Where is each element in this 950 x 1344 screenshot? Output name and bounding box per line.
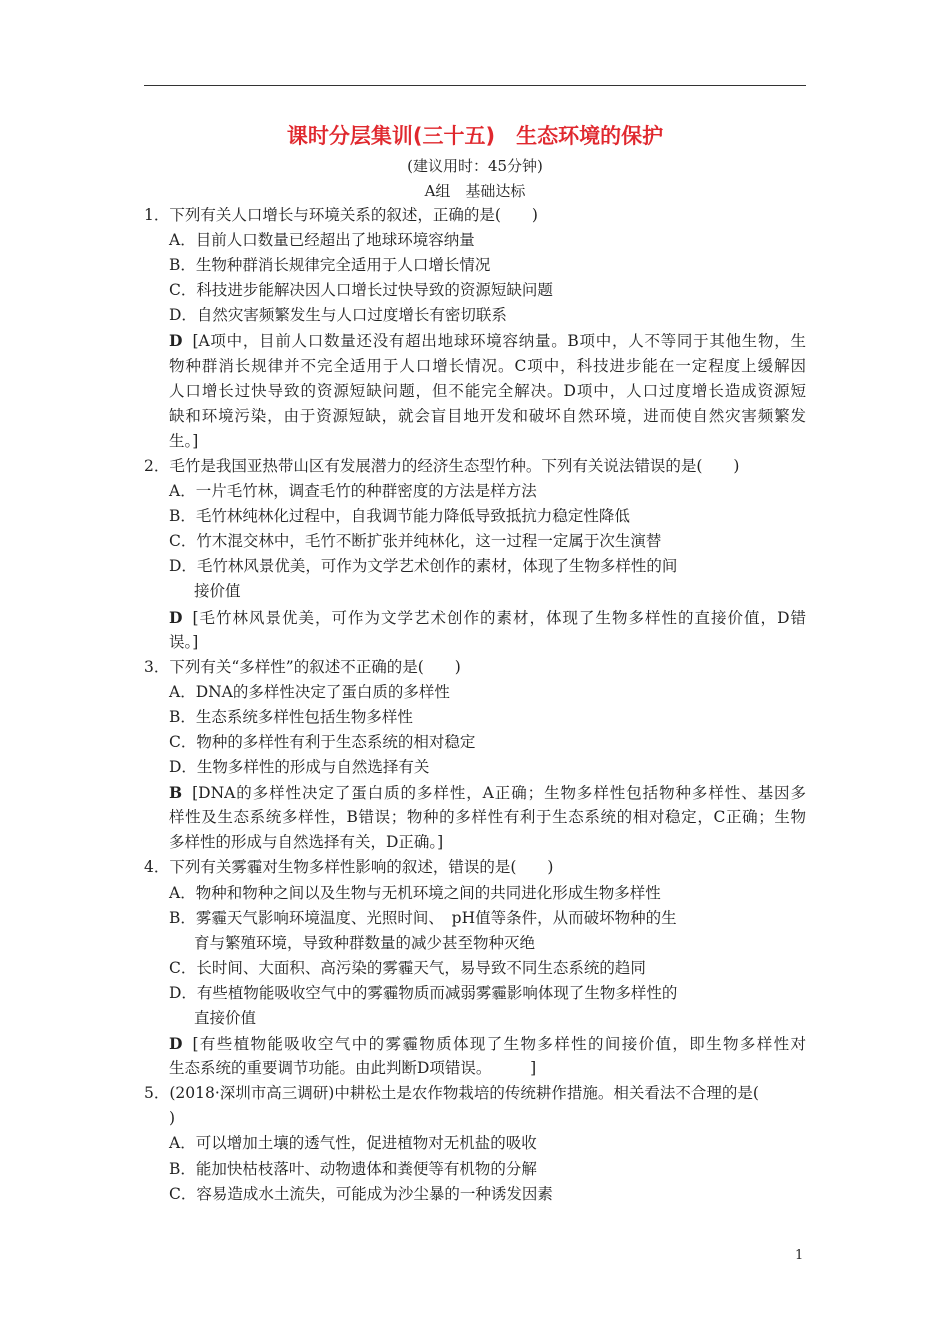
answer-text: 缺和环境污染，由于资源短缺，就会盲目地开发和破坏自然环境，进而使自然灾害频繁发	[169, 406, 806, 425]
option-line: B．生态系统多样性包括生物多样性	[169, 707, 413, 726]
question-stem: 4．下列有关雾霾对生物多样性影响的叙述，错误的是( )	[144, 858, 554, 877]
answer-text: 误。]	[169, 632, 199, 651]
option-line: D．自然灾害频繁发生与人口过度增长有密切联系	[169, 306, 507, 325]
option-line: A．目前人口数量已经超出了地球环境容纳量	[169, 231, 475, 250]
answer-line	[144, 605, 806, 630]
answer-line	[144, 354, 806, 379]
question-4	[144, 855, 806, 1081]
answer-line	[144, 404, 806, 429]
question-1	[144, 203, 806, 454]
answer-text: [有些植物能吸收空气中的雾霾物质体现了生物多样性的间接价值，即生物多样性对	[192, 1035, 806, 1054]
option-line: D．毛竹林风景优美，可作为文学艺术创作的素材，体现了生物多样性的间	[169, 557, 678, 576]
answer-text: 多样性的形成与自然选择有关，D正确。]	[169, 833, 444, 852]
answer-text: 物种群消长规律并不完全适用于人口增长情况。C项中，科技进步能在一定程度上缓解因	[169, 356, 806, 375]
time-hint: (建议用时：45分钟)	[407, 157, 543, 175]
answer-line	[144, 805, 806, 830]
answer-text: 生态系统的重要调节功能。由此判断D项错误。 ]	[169, 1059, 537, 1078]
option-line: D．有些植物能吸收空气中的雾霾物质而减弱雾霾影响体现了生物多样性的	[169, 983, 678, 1002]
question-3	[144, 655, 806, 856]
answer-text: 样性及生态系统多样性，B错误；物种的多样性有利于生态系统的相对稳定，C正确；生物	[169, 808, 806, 827]
answer-line	[144, 1031, 806, 1056]
option-line: C．容易造成水土流失，可能成为沙尘暴的一种诱发因素	[169, 1184, 553, 1203]
option-line: B．毛竹林纯林化过程中，自我调节能力降低导致抵抗力稳定性降低	[169, 507, 630, 526]
answer-line	[144, 780, 806, 805]
answer-letter: D	[169, 331, 183, 351]
option-line: B．雾霾天气影响环境温度、光照时间、 pH值等条件，从而破坏物种的生	[169, 908, 677, 927]
header-rule	[144, 85, 806, 86]
answer-line	[144, 379, 806, 404]
option-line: B．能加快枯枝落叶、动物遗体和粪便等有机物的分解	[169, 1159, 537, 1178]
question-list	[144, 203, 806, 1207]
answer-line	[144, 830, 806, 855]
option-line: A．物种和物种之间以及生物与无机环境之间的共同进化形成生物多样性	[169, 883, 661, 902]
answer-line	[144, 630, 806, 655]
answer-line	[144, 1056, 806, 1081]
answer-letter: D	[169, 1034, 183, 1054]
group-heading: A组 基础达标	[424, 182, 526, 200]
option-line: C．科技进步能解决因人口增长过快导致的资源短缺问题	[169, 281, 553, 300]
answer-letter: B	[169, 783, 183, 803]
question-5	[144, 1081, 806, 1206]
option-line: A．可以增加土壤的透气性，促进植物对无机盐的吸收	[169, 1134, 537, 1153]
option-line: C．物种的多样性有利于生态系统的相对稳定	[169, 732, 476, 751]
answer-line	[144, 429, 806, 454]
option-line: B．生物种群消长规律完全适用于人口增长情况	[169, 256, 491, 275]
question-stem: )	[169, 1109, 176, 1128]
option-line: 直接价值	[194, 1009, 257, 1027]
option-line: A．一片毛竹林，调查毛竹的种群密度的方法是样方法	[169, 482, 537, 501]
question-stem: 1．下列有关人口增长与环境关系的叙述，正确的是( )	[144, 206, 538, 224]
answer-text: [毛竹林风景优美，可作为文学艺术创作的素材，体现了生物多样性的直接价值，D错	[192, 608, 806, 627]
question-2	[144, 454, 806, 655]
answer-line	[144, 328, 806, 353]
option-line: 接价值	[194, 582, 241, 601]
answer-text: [DNA的多样性决定了蛋白质的多样性，A正确；生物多样性包括物种多样性、基因多	[192, 784, 806, 803]
answer-text: 生。]	[169, 431, 199, 450]
option-line: D．生物多样性的形成与自然选择有关	[169, 758, 430, 777]
option-line: A．DNA的多样性决定了蛋白质的多样性	[169, 682, 450, 701]
answer-letter: D	[169, 607, 183, 627]
question-stem: 5．(2018·深圳市高三调研)中耕松土是农作物栽培的传统耕作措施。相关看法不合理的是(	[144, 1084, 759, 1103]
option-line: C．长时间、大面积、高污染的雾霾天气，易导致不同生态系统的趋同	[169, 958, 646, 977]
page-title: 课时分层集训(三十五) 生态环境的保护	[286, 124, 664, 148]
option-line: 育与繁殖环境，导致种群数量的减少甚至物种灭绝	[194, 933, 536, 952]
question-stem: 3．下列有关“多样性”的叙述不正确的是( )	[144, 657, 461, 676]
option-line: C．竹木混交林中，毛竹不断扩张并纯林化，这一过程一定属于次生演替	[169, 532, 662, 551]
answer-text: [A项中，目前人口数量还没有超出地球环境容纳量。B项中，人不等同于其他生物，生	[192, 332, 806, 351]
page-number: 1	[795, 1248, 804, 1263]
answer-text: 人口增长过快导致的资源短缺问题，但不能完全解决。D项中，人口过度增长造成资源短	[169, 381, 806, 400]
question-stem: 2．毛竹是我国亚热带山区有发展潜力的经济生态型竹种。下列有关说法错误的是( )	[144, 456, 740, 475]
